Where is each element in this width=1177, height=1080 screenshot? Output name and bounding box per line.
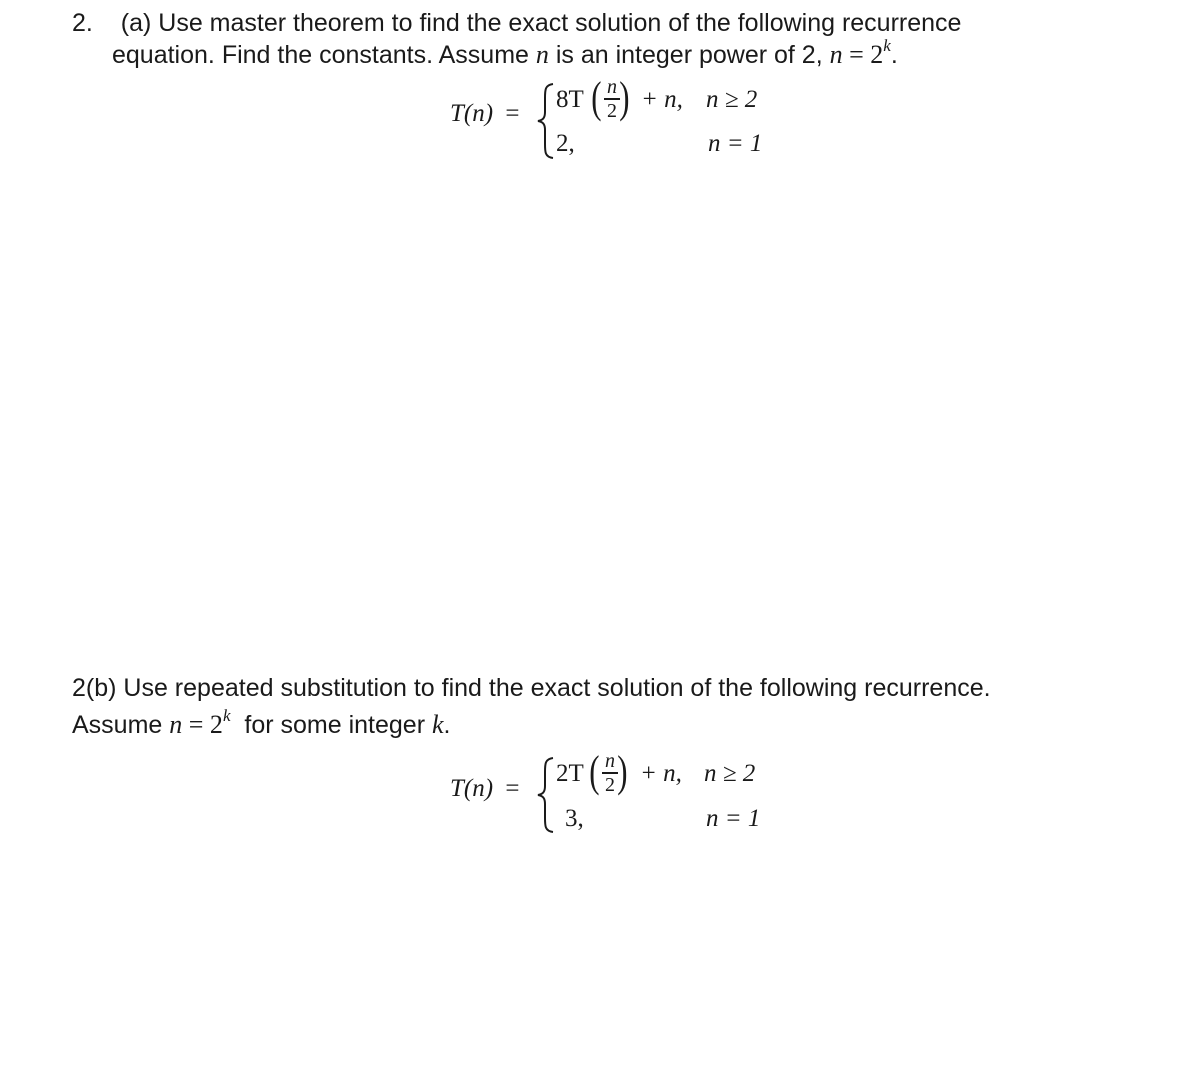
line2-mid: is an integer power of 2, xyxy=(548,41,830,69)
right-paren-icon: ) xyxy=(619,73,630,122)
problem-2a-text-line1: (a) Use master theorem to find the exact solution of the following recurrence xyxy=(120,9,962,37)
case2-value-a: 2, xyxy=(556,130,575,157)
fraction-n-over-2: n 2 xyxy=(599,752,621,794)
problem-number: 2. xyxy=(72,9,93,37)
var-k: k xyxy=(431,710,444,739)
case2-cond-b: n = 1 xyxy=(706,805,761,832)
case1-cond-b: n ≥ 2 xyxy=(704,760,756,787)
case2-value-b: 3, xyxy=(565,805,584,832)
problem-2b-line2: Assume $n = 2^k$ for some integer k. xyxy=(72,706,451,739)
exponent-k: k xyxy=(883,36,891,55)
left-paren-icon: ( xyxy=(591,73,602,122)
line2-pre: equation. Find the constants. Assume xyxy=(112,41,536,69)
left-brace-icon xyxy=(535,82,557,160)
case1-coef-a: 8T xyxy=(556,86,584,113)
var-n: n xyxy=(169,710,183,739)
var-n-eq: n xyxy=(829,40,843,69)
case1-plus-b: + n, xyxy=(640,760,682,787)
line2-end: . xyxy=(890,41,898,69)
var-n: n xyxy=(535,40,549,69)
left-brace-icon xyxy=(535,756,557,834)
problem-2b-line1: 2(b) Use repeated substitution to find the exact solution of the following recurrence. xyxy=(72,674,991,702)
case1-coef-b: 2T xyxy=(556,760,584,787)
case2-cond-a: n = 1 xyxy=(708,130,763,157)
recurrence-a-lhs: T(n) = xyxy=(450,100,520,127)
exponent-k: k xyxy=(222,706,231,725)
eq-rel: = 2 xyxy=(842,40,884,69)
right-paren-icon: ) xyxy=(617,747,628,796)
left-paren-icon: ( xyxy=(589,747,600,796)
fraction-n-over-2: n 2 xyxy=(601,78,623,120)
problem-2a-line1 xyxy=(72,8,961,38)
recurrence-b-lhs: T(n) = xyxy=(450,775,520,802)
case1-plus-a: + n, xyxy=(641,86,683,113)
case1-cond-a: n ≥ 2 xyxy=(706,86,758,113)
problem-2a-line2 xyxy=(112,36,898,70)
